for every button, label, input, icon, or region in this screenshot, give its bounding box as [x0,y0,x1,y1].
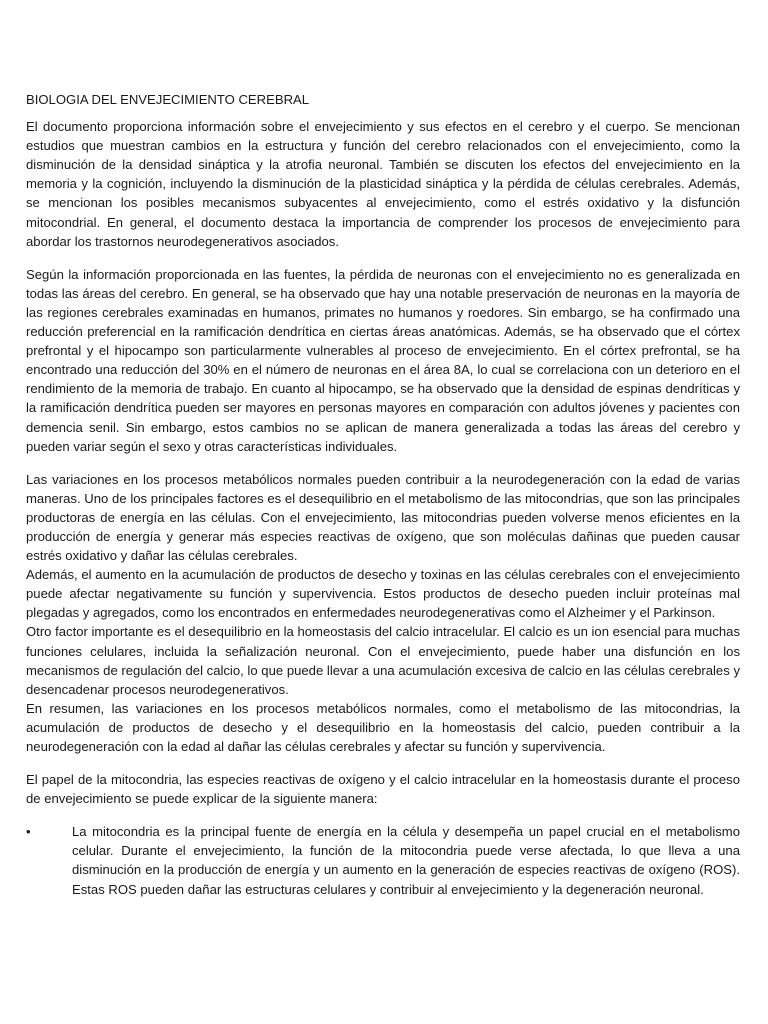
document-title: BIOLOGIA DEL ENVEJECIMIENTO CEREBRAL [26,92,310,107]
paragraph-intro-summary: El documento proporciona información sobre el envejecimiento y sus efectos en el cerebro y el cuerpo. Se mencionan estudios que muestran cambios en la estructura y función del cerebro relacionados con el envejecimiento, como la disminución de la densidad sináptica y la atrofia neuronal. También se discuten los efectos del envejecimiento en la memoria y la cognición, incluyendo la disminución de la plasticidad sináptica y la pérdida de células cerebrales. Además, se mencionan los posibles mecanismos subyacentes al envejecimiento, como el estrés oxidativo y la disfunción mitocondrial. En general, el documento destaca la importancia de comprender los procesos de envejecimiento para abordar los trastornos neurodegenerativos asociados. [26,119,740,249]
bullet-icon: • [26,824,31,840]
paragraph-gap [26,456,740,470]
paragraph-gap [26,808,740,822]
bullet-item [26,822,740,898]
paragraph-summary: En resumen, las variaciones en los procesos metabólicos normales, como el metabolismo de las mitocondrias, la acumulación de productos de desecho y el desequilibrio en la homeostasis del calcio, pueden contribuir a la neurodegeneración con la edad al dañar las células cerebrales y afectar su función y supervivencia. [26,700,740,754]
paragraph-waste-accumulation: Además, el aumento en la acumulación de productos de desecho y toxinas en las células cerebrales con el envejecimiento puede afectar negativamente su función y supervivencia. Estos productos de desecho pueden incluir proteínas mal plegadas y agregados, como los encontrados en enfermedades neurodegenerativas como el Alzheimer y el Parkinson. [26,567,740,621]
paragraph-metabolic-variations: Las variaciones en los procesos metabólicos normales pueden contribuir a la neurodegeneración con la edad de varias maneras. Uno de los principales factores es el desequilibrio en el metabolismo de las mitocondrias, que son las principales productoras de energía en las células. Con el envejecimiento, las mitocondrias pueden volverse menos eficientes en la producción de energía y generar más especies reactivas de oxígeno, que son moléculas dañinas que pueden causar estrés oxidativo y dañar las células cerebrales. [26,471,740,564]
paragraph-gap [26,756,740,770]
document-page [26,90,740,899]
paragraph-neuron-loss: Según la información proporcionada en las fuentes, la pérdida de neuronas con el envejecimiento no es generalizada en todas las áreas del cerebro. En general, se ha observado que hay una notable preservación de neuronas en la mayoría de las regiones cerebrales examinadas en humanos, primates no humanos y roedores. Sin embargo, se ha confirmado una reducción preferencial en la ramificación dendrítica en ciertas áreas anatómicas. Además, se ha observado que el córtex prefrontal y el hipocampo son particularmente vulnerables al proceso de envejecimiento. En el córtex prefrontal, se ha encontrado una reducción del 30% en el número de neuronas en el área 8A, lo cual se correlaciona con un deterioro en el rendimiento de la memoria de trabajo. En cuanto al hipocampo, se ha observado que la densidad de espinas dendríticas y la ramificación dendrítica pueden ser mayores en personas mayores en comparación con adultos jóvenes y pacientes con demencia senil. Sin embargo, estos cambios no se aplican de manera generalizada a todas las áreas del cerebro y pueden variar según el sexo y otras características individuales. [26,266,740,454]
paragraph-mitochondria-intro: El papel de la mitocondria, las especies reactivas de oxígeno y el calcio intracelular en la homeostasis durante el proceso de envejecimiento se puede explicar de la siguiente manera: [26,772,740,807]
bullet-text: La mitocondria es la principal fuente de energía en la célula y desempeña un papel crucial en el metabolismo celular. Durante el envejecimiento, la función de la mitocondria puede verse afectada, lo que lleva a una disminución en la producción de energía y un aumento en la generación de especies reactivas de oxígeno (ROS). Estas ROS pueden dañar las estructuras celulares y contribuir al envejecimiento y la degeneración neuronal. [72,824,740,897]
paragraph-gap [26,251,740,265]
paragraph-calcium-homeostasis: Otro factor importante es el desequilibrio en la homeostasis del calcio intracelular. El calcio es un ion esencial para muchas funciones celulares, incluida la señalización neuronal. Con el envejecimiento, puede haber una disfunción en los mecanismos de regulación del calcio, lo que puede llevar a una acumulación excesiva de calcio en las células cerebrales y desencadenar procesos neurodegenerativos. [26,624,740,697]
